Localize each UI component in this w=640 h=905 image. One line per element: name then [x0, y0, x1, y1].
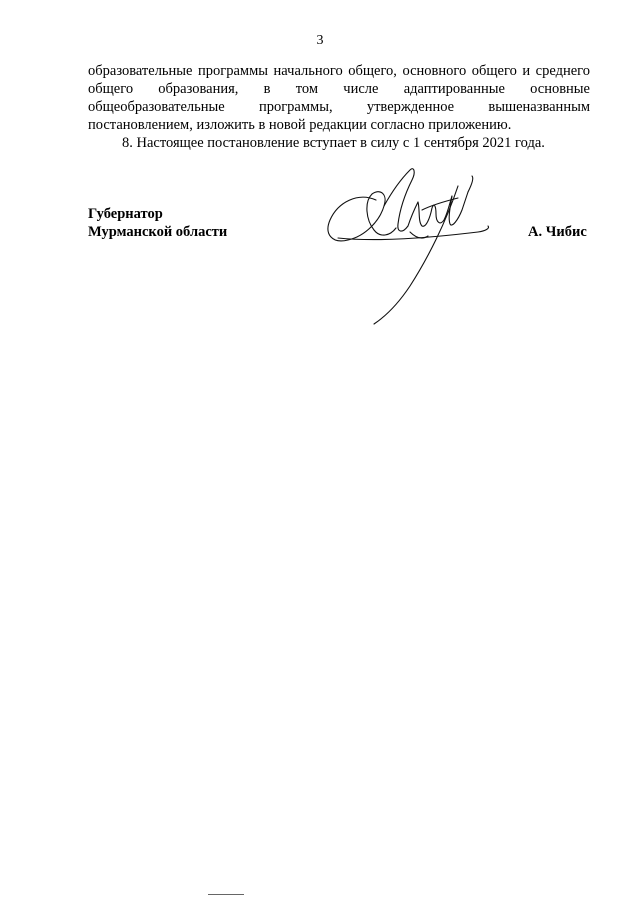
paragraph-continuation: образовательные программы начального общего, основного общего и среднего общего образования, в том числе адаптированные основные общеобразовательные программы, утвержденное вышеназванным постановлением, изложить в новой редакции согласно приложению.: [88, 63, 590, 133]
signer-title-line-2: Мурманской области: [88, 224, 228, 240]
paragraph-item-8: 8. Настоящее постановление вступает в силу с 1 сентября 2021 года.: [122, 135, 545, 151]
handwritten-signature: [318, 162, 508, 330]
signer-title-line-1: Губернатор: [88, 206, 163, 222]
document-body: [88, 62, 590, 152]
footer-divider: [208, 894, 244, 895]
page-number: 3: [316, 33, 324, 48]
signer-title: [88, 205, 227, 241]
signer-name: А. Чибис: [528, 224, 587, 240]
